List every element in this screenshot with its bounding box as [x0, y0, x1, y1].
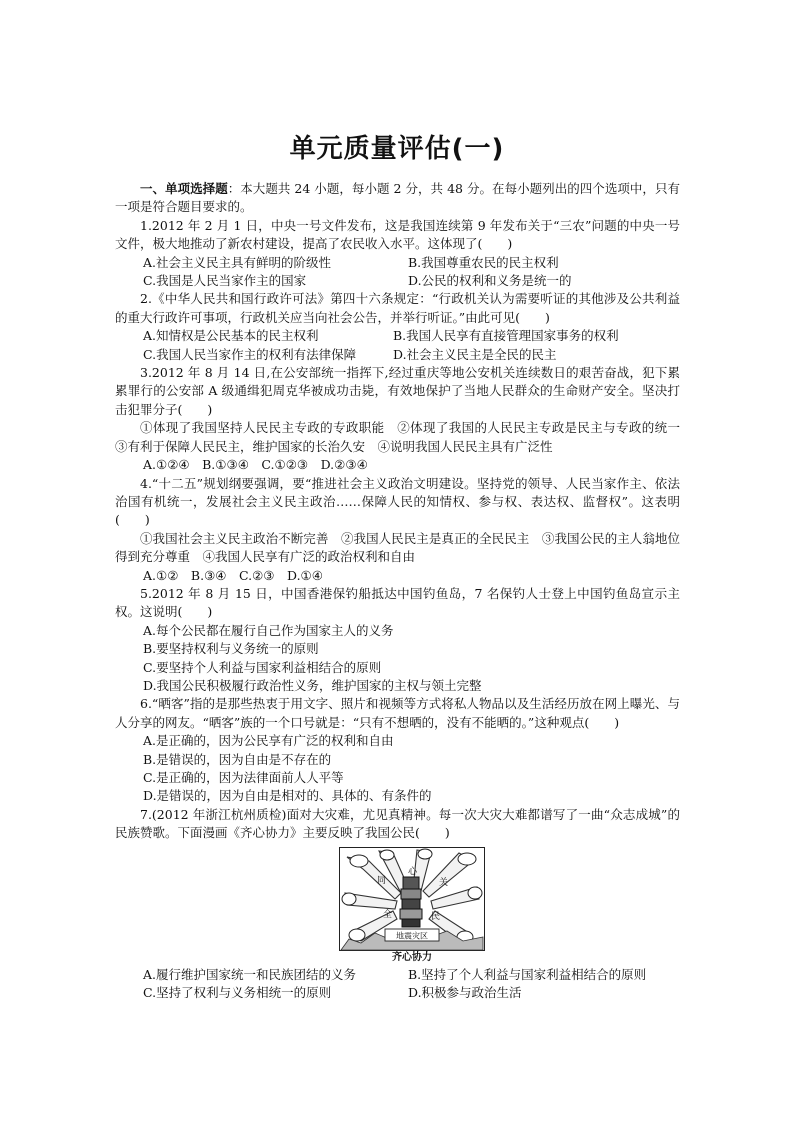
question-2-options-row-2	[115, 346, 680, 364]
question-1-stem: 1.2012 年 2 月 1 日，中央一号文件发布，这是我国连续第 9 年发布关于“三农”问题的中央一号文件，极大地推动了新农村建设，提高了农民收入水平。这体现了( )	[115, 217, 680, 252]
cartoon-label-left: 同	[377, 875, 387, 886]
question-7-option-b: B.坚持了个人利益与国家利益相结合的原则	[408, 966, 647, 982]
question-6-option-a: A.是正确的，因为公民享有广泛的权利和自由	[143, 733, 394, 749]
question-1-option-c: C.我国是人民当家作主的国家	[143, 273, 307, 289]
question-7-option-c: C.坚持了权利与义务相统一的原则	[143, 985, 332, 1001]
question-6-stem: 6.“晒客”指的是那些热衷于用文字、照片和视频等方式将私人物品以及生活经历放在网上曝光、与人分享的网友。“晒客”族的一个口号就是：“只有不想晒的，没有不能晒的。”这种观点( )	[115, 696, 680, 730]
question-2-stem: 2.《中华人民共和国行政许可法》第四十六条规定：“行政机关认为需要听证的其他涉及公共利益的重大行政许可事项，行政机关应当向社会公告，并举行听证。”由此可见( )	[115, 291, 680, 325]
section-heading: 一、单项选择题	[140, 181, 228, 196]
question-5-option-b: B.要坚持权利与义务统一的原则	[143, 641, 319, 657]
question-5-stem: 5.2012 年 8 月 15 日，中国香港保钓船抵达中国钓鱼岛，7 名保钓人士登上中国钓鱼岛宣示主权。这说明( )	[115, 585, 680, 620]
cartoon-label-d: 民	[431, 911, 441, 922]
question-5-option-c: C.要坚持个人利益与国家利益相结合的原则	[143, 659, 382, 675]
question-7-option-a: A.履行维护国家统一和民族团结的义务	[143, 966, 357, 982]
question-1-option-d: D.公民的权利和义务是统一的	[408, 273, 572, 289]
question-7-options-row-2	[115, 984, 680, 1002]
question-2-options-row-1	[115, 327, 680, 345]
question-7-stem: 7.(2012 年浙江杭州质检)面对大灾难，尤见真精神。每一次大灾大难都谱写了一曲“众志成城”的民族赞歌。下面漫画《齐心协力》主要反映了我国公民( )	[115, 806, 680, 841]
question-6-option-b: B.是错误的，因为自由是不存在的	[143, 751, 332, 767]
question-6-option-d: D.是错误的，因为自由是相对的、具体的、有条件的	[143, 788, 432, 804]
question-4-stem: 4.“十二五”规划纲要强调，要“推进社会主义政治文明建设。坚持党的领导、人民当家作主、依法治国有机统一，发展社会主义民主政治……保障人民的知情权、参与权、表达权、监督权”。这表明( )	[115, 475, 680, 528]
question-2-option-d: D.社会主义民主是全民的民主	[393, 346, 557, 362]
cartoon-label-right: 关	[439, 877, 449, 888]
question-5-option-d: D.我国公民积极履行政治性义务，维护国家的主权与领土完整	[143, 677, 482, 693]
question-1-options-row-2	[115, 272, 680, 290]
question-4-options: A.①② B.③④ C.②③ D.①④	[143, 567, 323, 583]
question-3-options: A.①②④ B.①③④ C.①②③ D.②③④	[143, 457, 368, 473]
cartoon-label-c: 全	[383, 909, 393, 920]
question-list	[115, 180, 693, 1002]
question-1-option-b: B.我国尊重农民的民主权利	[408, 254, 559, 270]
question-1-option-a: A.社会主义民主具有鲜明的阶级性	[143, 254, 332, 270]
question-3-stem: 3.2012 年 8 月 14 日,在公安部统一指挥下,经过重庆等地公安机关连续数日的艰苦奋战，犯下累累罪行的公安部 A 级通缉犯周克华被成功击毙，有效地保护了当地人民群众的生命财产安全。坚决打击犯罪分子( )	[115, 365, 680, 417]
question-2-option-b: B.我国人民享有直接管理国家事务的权利	[393, 328, 619, 344]
question-7-option-d: D.积极参与政治生活	[408, 985, 522, 1001]
question-6-option-c: C.是正确的，因为法律面前人人平等	[143, 770, 344, 785]
section-text: ：本大题共 24 小题，每小题 2 分，共 48 分。在每小题列出的四个选项中，只有一项是符合题目要求的。	[115, 181, 680, 215]
question-2-option-a: A.知情权是公民基本的民主权利	[143, 328, 319, 344]
cartoon-figure	[339, 847, 485, 964]
section-instructions	[115, 180, 680, 217]
question-1-options-row-1	[115, 254, 680, 272]
cartoon-caption: 齐心协力	[392, 951, 432, 963]
question-5-option-a: A.每个公民都在履行自己作为国家主人的义务	[143, 622, 394, 638]
question-3-items: ①体现了我国坚持人民民主专政的专政职能 ②体现了我国的人民民主专政是民主与专政的统一 ③有利于保障人民民主，维护国家的长治久安 ④说明我国人民民主具有广泛性	[115, 420, 693, 454]
cartoon-hands-illustration	[339, 847, 485, 951]
question-4-items: ①我国社会主义民主政治不断完善 ②我国人民民主是真正的全民民主 ③我国公民的主人翁地位得到充分尊重 ④我国人民享有广泛的政治权利和自由	[115, 530, 680, 565]
cartoon-label-mid: 心	[408, 866, 418, 877]
page-title: 单元质量评估(一)	[289, 134, 505, 164]
question-2-option-c: C.我国人民当家作主的权利有法律保障	[143, 346, 357, 362]
cartoon-banner-text: 地震灾区	[396, 931, 428, 941]
question-7-options-row-1	[115, 966, 680, 984]
